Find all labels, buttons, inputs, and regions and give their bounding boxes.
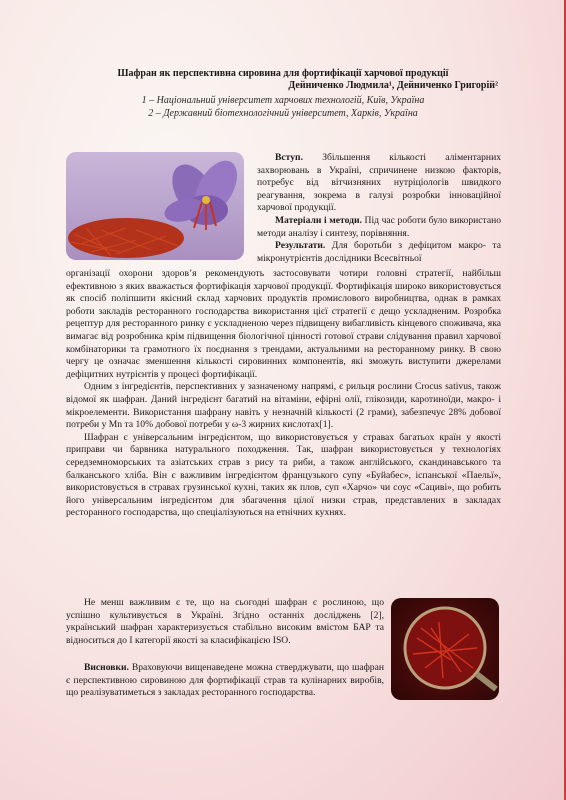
conclusion-text: Враховуючи вищенаведене можна стверджувати, що шафран є перспективною сировиною для фортифікації страв та кулінарних виробів, що реалізуватиметься з закладах ресторанного господарства. xyxy=(66,662,384,699)
affiliation-1: 1 – Національний університет харчових технологій, Київ, Україна xyxy=(141,95,425,106)
affiliation-2: 2 – Державний біотехнологічний університет, Харків, Україна xyxy=(148,108,418,119)
crocus-paragraph: Одним з інгредієнтів, перспективних у зазначеному напрямі, є рильця рослини Crocus sativus, також відомої як шафран. Даний інгредієнт багатий на вітаміни, ефірні олії, глікозиди, каротиноїди, макро- і мікроелементи. Використання шафрану навіть у незначній кількості (2 грами), забезпечує 28% добової потреби у Mn та 10% добової потреби у ω-3 жирних кислотах[1]. xyxy=(66,381,501,431)
results-label: Результати. xyxy=(275,240,326,252)
results-paragraph-start xyxy=(257,240,501,265)
conclusion-paragraph xyxy=(66,662,384,700)
methods-label: Матеріали і методи. xyxy=(275,214,362,226)
paper-authors: Дейниченко Людмила¹, Дейниченко Григорій² xyxy=(288,80,498,91)
intro-paragraph xyxy=(257,152,501,215)
text-block-main xyxy=(66,268,501,520)
methods-paragraph xyxy=(257,215,501,240)
intro-label: Вступ. xyxy=(275,152,303,163)
text-block-intro xyxy=(257,152,501,265)
conclusion-label: Висновки. xyxy=(84,662,129,673)
intro-text: Збільшення кількості аліментарних захворювань в Україні, спричинене низкою факторів, потребує від вітчизняних нутріціологів швидкого реагування, зокрема в галузі розробки інноваційної харчової продукції. xyxy=(257,152,501,214)
saffron-flower-photo xyxy=(66,152,244,260)
methods-text: Під час роботи було використано методи аналізу і синтезу, порівняння. xyxy=(257,214,502,239)
universal-paragraph: Шафран є універсальним інгредієнтом, що використовується у стравах багатьох країн у якості приправи чи барвника натурального походження. Так, шафран використовується у технологіях середземноморських та азіатських страв з рису та риби, а також англійського, скандинавського та балканського хліба. Він є важливим інгредієнтом французького супу «Буйабес», іспанської «Паельї», використовується в стравах грузинської кухні, таких як плов, суп «Харчо» чи соус «Сациві», що робить його універсальним інгредієнтом для збагачення цілої низки страв, представлених в закладах ресторанного господарства, що спеціалізуються на етнічних кухнях. xyxy=(66,431,501,519)
results-paragraph-cont: організації охорони здоров’я рекомендують застосовувати чотири головні стратегії, найбільш ефективною з яких вважається фортифікація харчової продукції. Фортифікація широко використовується як спосіб поліпшити якісний склад харчових продуктів промислового виробництва, однак в рамках роботи закладів ресторанного господарства використання цієї стратегії є дещо ускладненим. Розробка рецептур для ресторанного ринку є ускладненою через підвищену вибагливість кінцевого споживача, яка вимагає від розробника крім підвищення біологічної цінності готової страви слідування правил харчової комбінаторики та грамотного їх поєднання з трендами, актуальними на ресторанному ринку. В свою чергу це означає зменшення кількості сировинних компонентів, які зможуть виступити джерелами дефіцитних нутрієнтів у процесі фортифікації. xyxy=(66,268,501,380)
saffron-sieve-photo xyxy=(391,598,499,700)
text-block-ukraine xyxy=(66,597,384,647)
text-block-conclusion xyxy=(66,662,384,700)
ukraine-paragraph: Не менш важливим є те, що на сьогодні шафран є рослиною, що успішно культивується в Україні. Згідно останніх досліджень [2], український шафран характеризується стабільно високим вмістом БАР та відноситься до І категорії якості за класифікацією ISO. xyxy=(66,597,384,646)
paper-title: Шафран як перспективна сировина для фортифікації харчової продукції xyxy=(117,68,449,79)
results-text-start: Для боротьби з дефіцитом макро- та мікронутрієнтів дослідники Всесвітньої xyxy=(257,240,501,264)
